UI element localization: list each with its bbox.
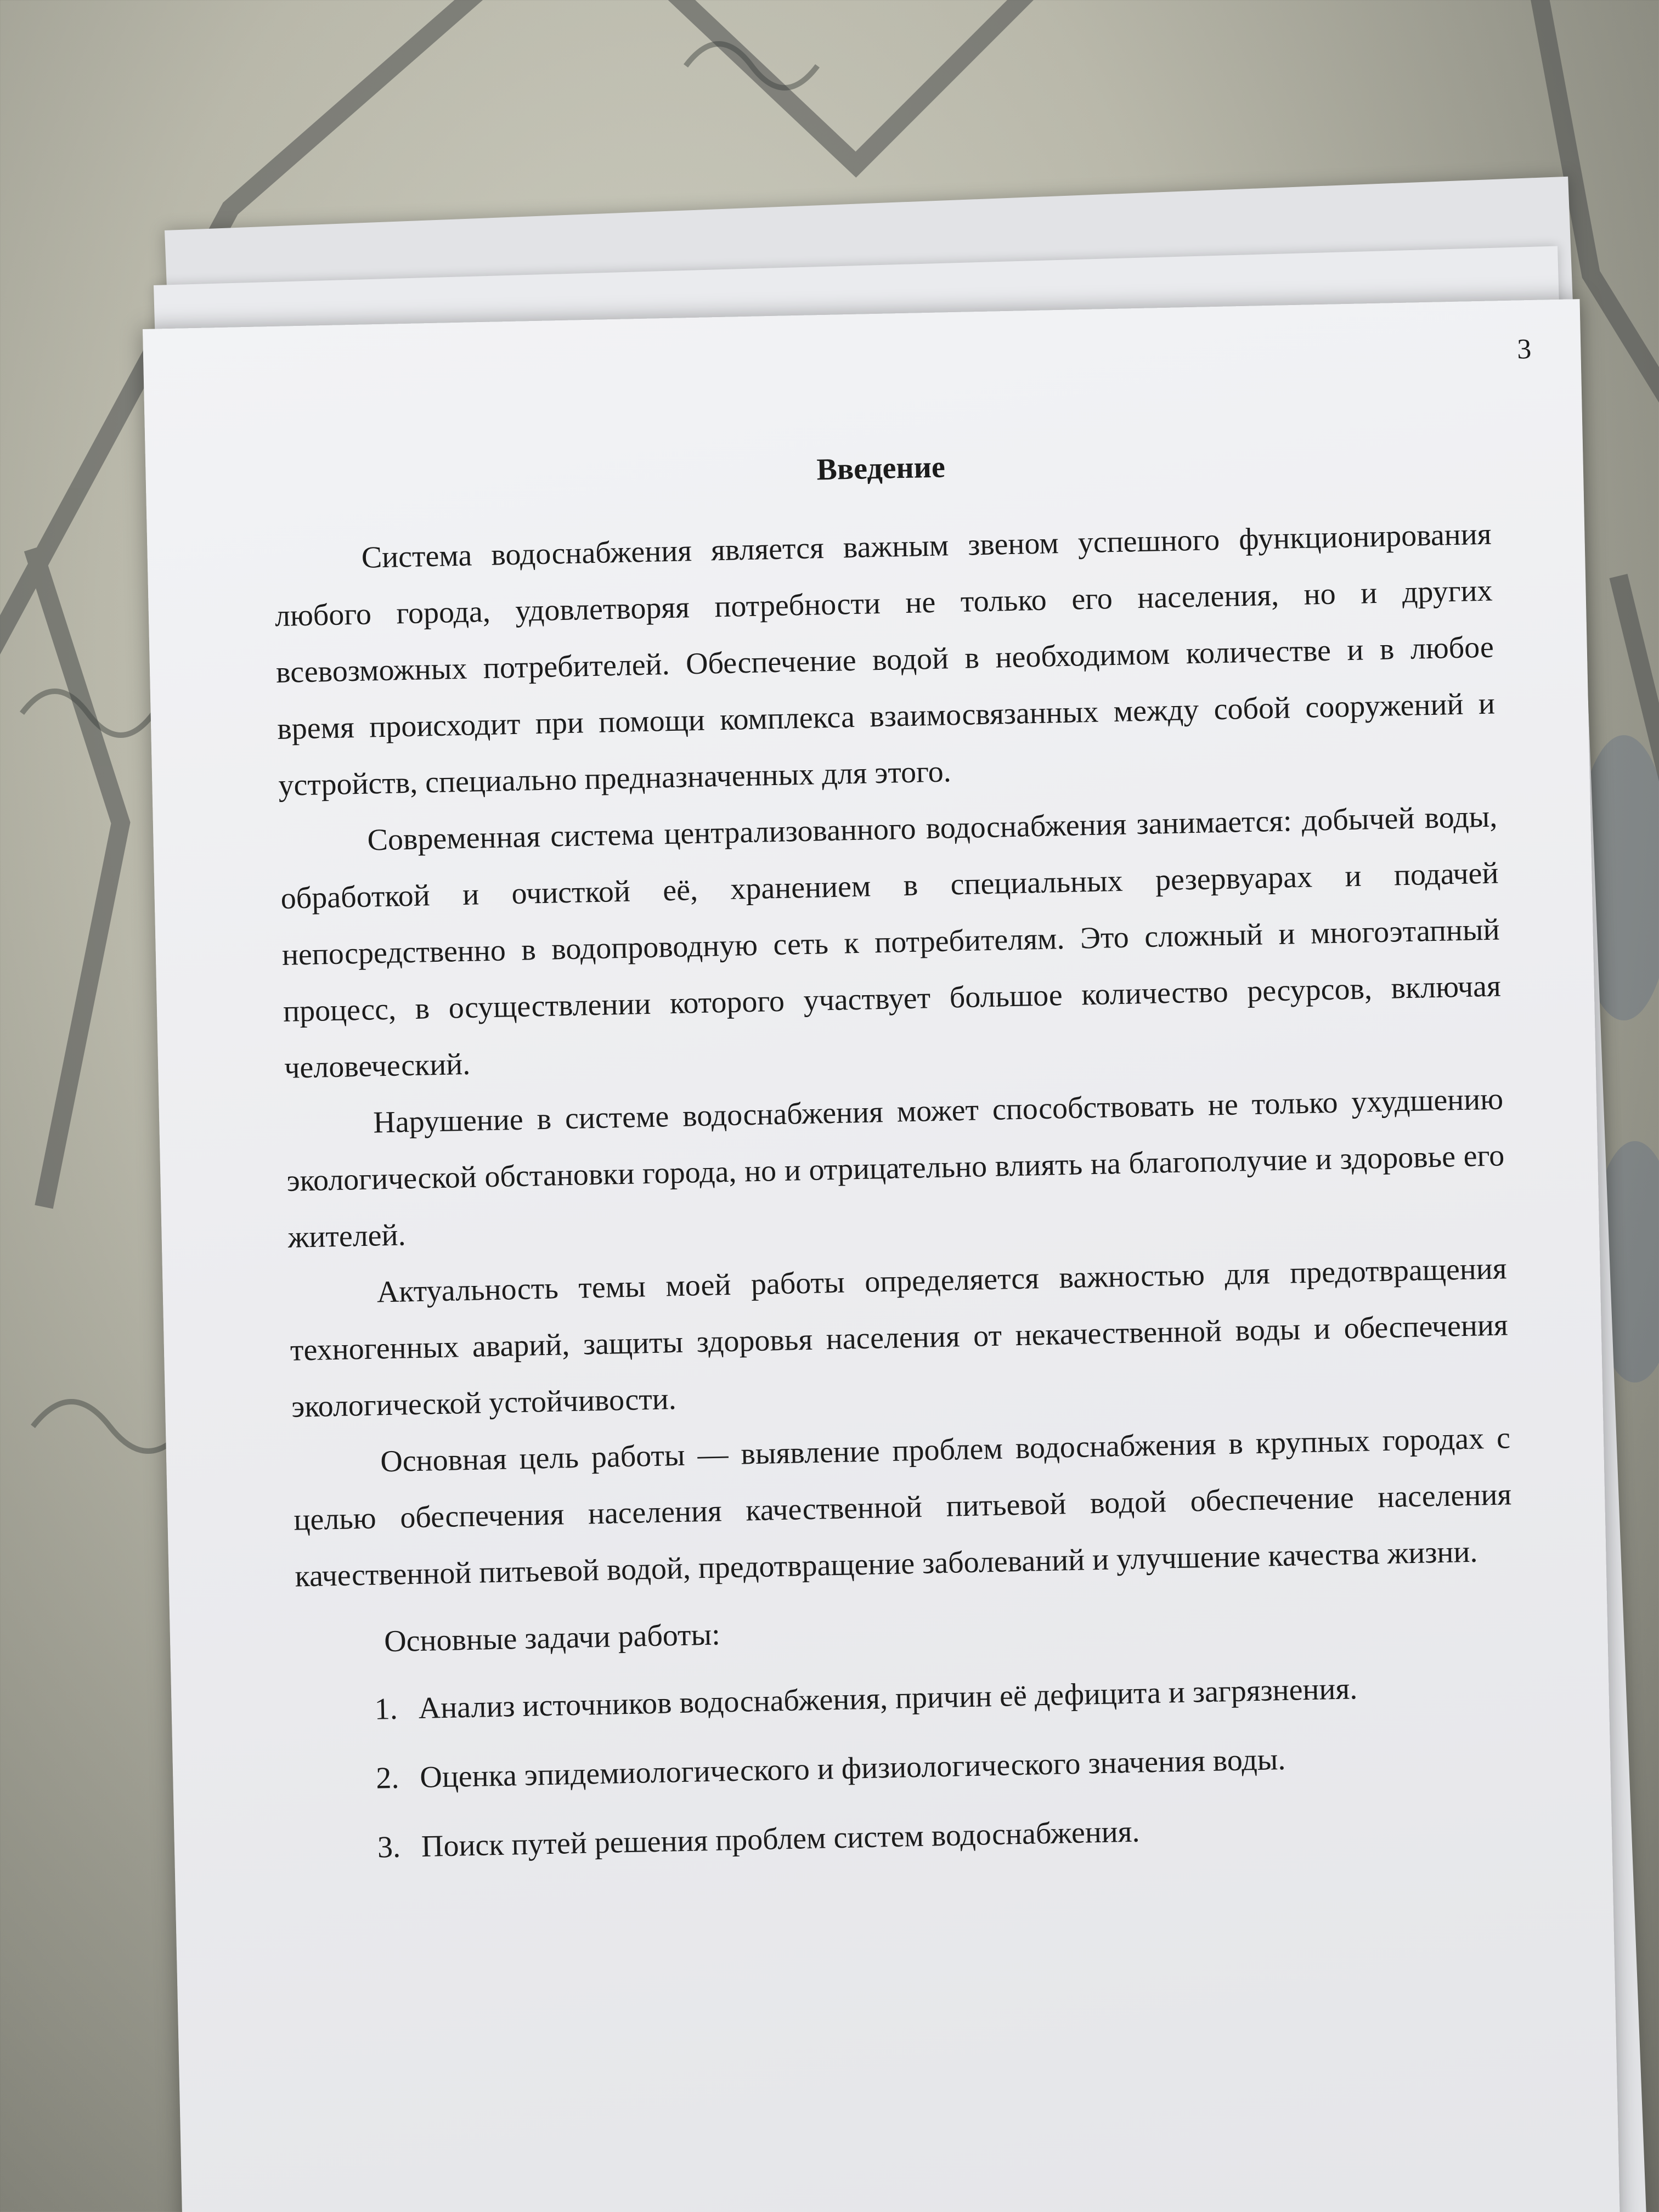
paragraph-relevance: Актуальность темы моей работы определяется важностью для предотвращения техногенных аварий, защиты здоровья населения от некачественной воды и обеспечения экологической устойчивости. xyxy=(290,1251,1509,1424)
document-page xyxy=(143,299,1622,2212)
list-item-text: Оценка эпидемиологического и физиологического значения воды. xyxy=(419,1742,1286,1795)
list-item-number: 3. xyxy=(377,1830,401,1865)
paragraph-violations: Нарушение в системе водоснабжения может способствовать не только ухудшению экологической обстановки города, но и отрицательно влиять на благополучие и здоровье его жителей. xyxy=(286,1082,1505,1255)
paragraph-goal: Основная цель работы — выявление проблем водоснабжения в крупных городах с целью обеспечения населения качественной питьевой водой обеспечение населения качественной питьевой водой, предотвращение заболеваний и улучшение качества жизни. xyxy=(293,1421,1512,1594)
page-title: Введение xyxy=(816,450,946,487)
list-item-text: Поиск путей решения проблем систем водоснабжения. xyxy=(421,1814,1141,1864)
tasks-list xyxy=(297,1651,1519,1883)
list-item-number: 2. xyxy=(375,1760,400,1796)
paragraph-intro: Система водоснабжения является важным звеном успешного функционирования любого города, удовлетворяя потребности не только его населения, но и других всевозможных потребителей. Обеспечение водой в необходимом количестве и в любое время происходит при помощи комплекса взаимосвязанных между собой сооружений и устройств, специально предназначенных для этого. xyxy=(274,517,1496,803)
paragraph-modern-system: Современная система централизованного водоснабжения занимается: добычей воды, обработкой и очисткой её, хранением в специальных резервуарах и подачей непосредственно в водопроводную сеть к потребителям. Это сложный и многоэтапный процесс, в осуществлении которого участвует большое количество ресурсов, включая человеческий. xyxy=(280,799,1502,1085)
list-item-text: Анализ источников водоснабжения, причин её дефицита и загрязнения. xyxy=(418,1672,1358,1726)
tasks-title: Основные задачи работы: xyxy=(383,1617,721,1659)
list-item-number: 1. xyxy=(374,1691,398,1726)
page-number: 3 xyxy=(1516,334,1532,365)
